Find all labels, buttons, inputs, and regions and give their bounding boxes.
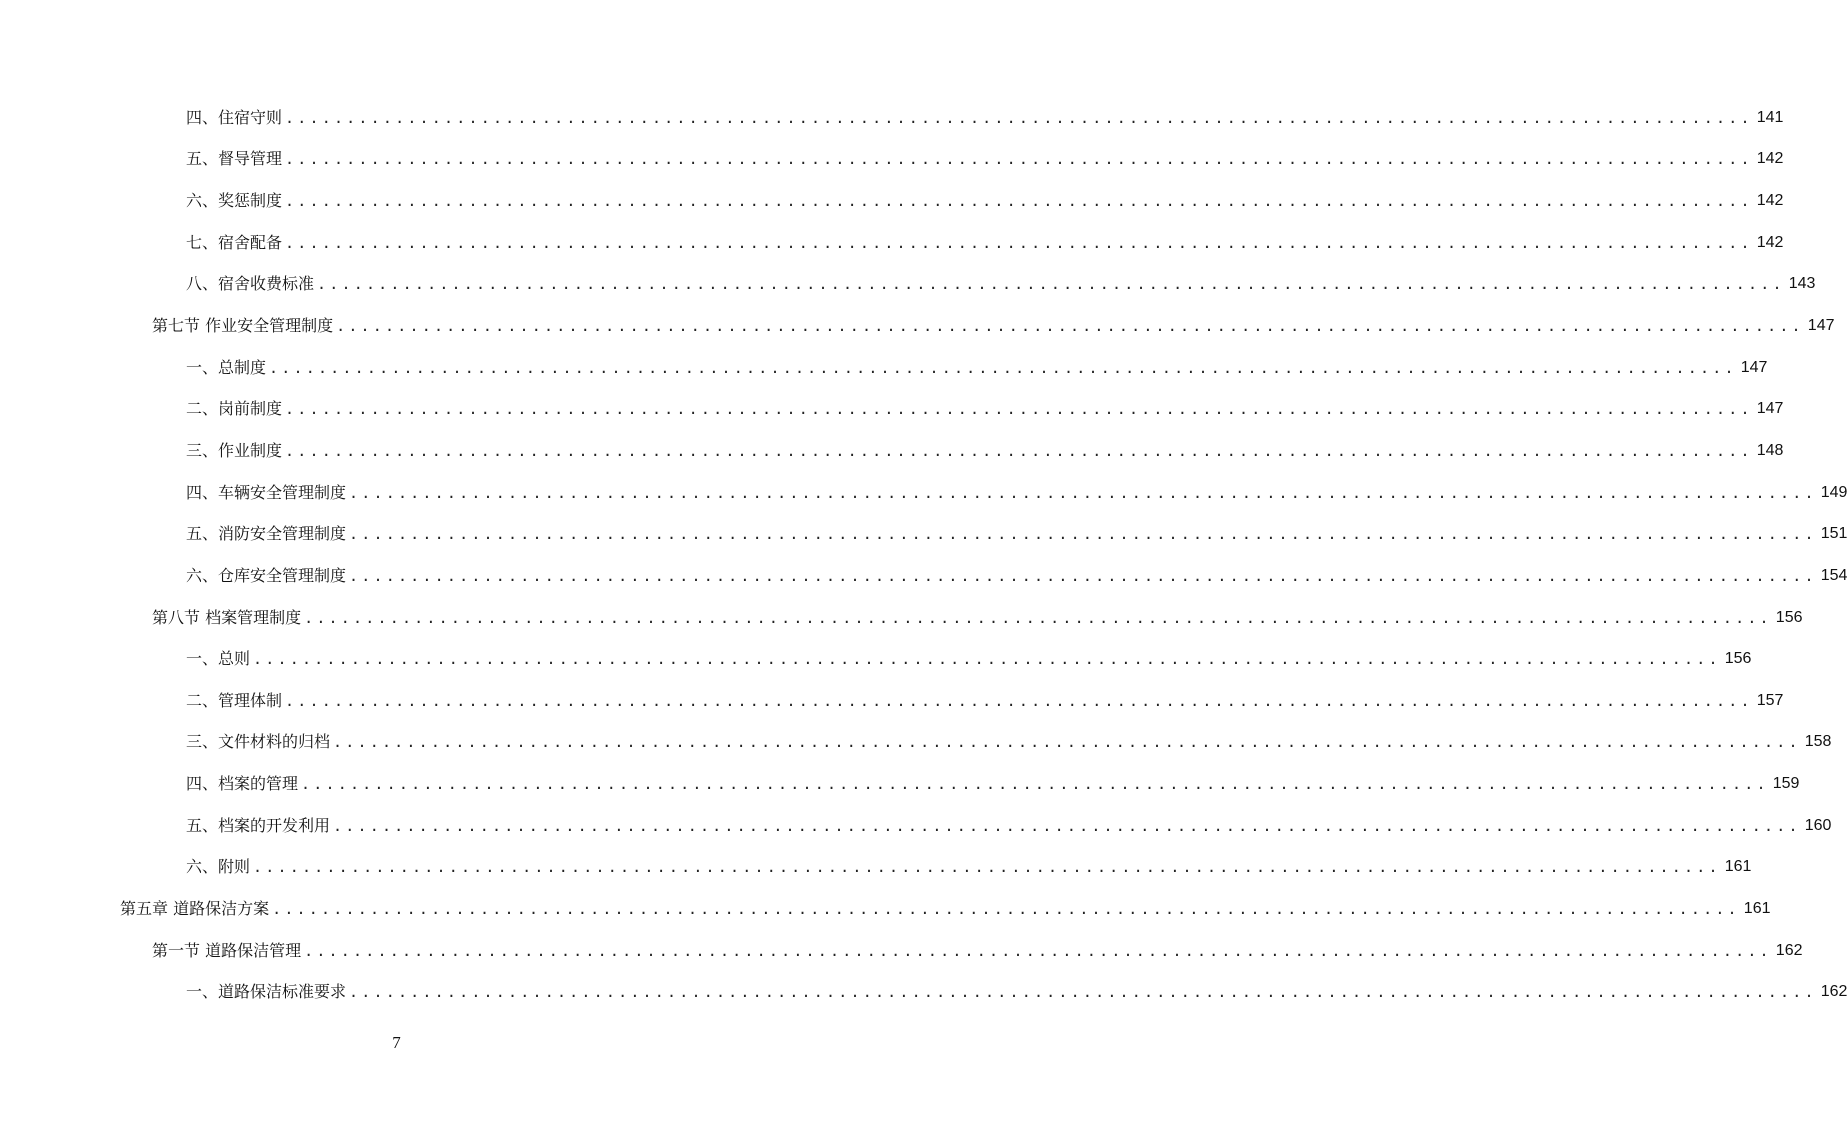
toc-entry[interactable] [0,222,1784,264]
toc-entry[interactable] [0,638,1752,680]
toc-entry-title: 第一节 道路保洁管理 [152,940,302,960]
dot-leader: ........................................................................................................................ [333,733,1801,752]
dot-leader: ........................................................................................................................ [285,150,1753,169]
dot-leader: ........................................................................................................................ [269,358,1737,377]
toc-entry-title: 一、总制度 [186,357,267,377]
toc-entry[interactable] [0,180,1784,222]
toc-entry-title: 三、作业制度 [186,440,283,460]
toc-entry[interactable] [0,680,1784,722]
toc-entry-page: 157 [1756,691,1784,709]
toc-entry-page: 147 [1740,358,1768,376]
dot-leader: ........................................................................................................................ [301,775,1769,794]
toc-entry-page: 142 [1756,233,1784,251]
toc-entry[interactable] [0,305,1835,347]
toc-entry-title: 三、文件材料的归档 [186,732,331,752]
toc-entry[interactable] [0,597,1803,639]
toc-entry[interactable] [0,888,1771,930]
toc-entry-title: 六、奖惩制度 [186,191,283,211]
dot-leader: ........................................................................................................................ [285,441,1753,460]
toc-entry-title: 五、督导管理 [186,149,283,169]
dot-leader: ........................................................................................................................ [304,941,1772,960]
dot-leader: ........................................................................................................................ [349,483,1817,502]
toc-entry[interactable] [0,388,1784,430]
toc-entry[interactable] [0,805,1832,847]
toc-entry-title: 二、岗前制度 [186,399,283,419]
toc-entry[interactable] [0,139,1784,181]
toc-entry-title: 四、住宿守则 [186,107,283,127]
toc-entry-page: 143 [1788,275,1816,293]
dot-leader: ........................................................................................................................ [317,275,1785,294]
toc-entry-page: 151 [1820,525,1847,543]
toc-entry-page: 148 [1756,441,1784,459]
dot-leader: ........................................................................................................................ [285,691,1753,710]
toc-entry-page: 149 [1820,483,1847,501]
dot-leader: ........................................................................................................................ [253,650,1721,669]
toc-entry-page: 159 [1772,775,1800,793]
dot-leader: ........................................................................................................................ [349,983,1817,1002]
toc-entry-title: 四、档案的管理 [186,774,299,794]
toc-entry-title: 一、道路保洁标准要求 [186,982,347,1002]
dot-leader: ........................................................................................................................ [336,317,1804,336]
dot-leader: ........................................................................................................................ [253,858,1721,877]
toc-entry[interactable] [0,555,1847,597]
dot-leader: ........................................................................................................................ [285,192,1753,211]
toc-entry-title: 第七节 作业安全管理制度 [152,316,334,336]
toc-entry-page: 161 [1743,899,1771,917]
toc-entry[interactable] [0,513,1847,555]
dot-leader: ........................................................................................................................ [349,566,1817,585]
toc-entry-page: 162 [1820,983,1847,1001]
toc-entry-page: 156 [1724,650,1752,668]
dot-leader: ........................................................................................................................ [285,233,1753,252]
toc-entry[interactable] [0,472,1847,514]
toc-entry-title: 七、宿舍配备 [186,232,283,252]
toc-entry[interactable] [0,430,1784,472]
dot-leader: ........................................................................................................................ [304,608,1772,627]
dot-leader: ........................................................................................................................ [285,400,1753,419]
toc-entry-title: 五、消防安全管理制度 [186,524,347,544]
dot-leader: ........................................................................................................................ [285,108,1753,127]
toc-entry[interactable] [0,722,1832,764]
toc-entry-page: 154 [1820,566,1847,584]
toc-entry-title: 第五章 道路保洁方案 [120,898,270,918]
toc-entry-title: 八、宿舍收费标准 [186,274,315,294]
toc-entry-title: 二、管理体制 [186,690,283,710]
toc-entry[interactable] [0,847,1752,889]
toc-entry-title: 六、仓库安全管理制度 [186,565,347,585]
toc-entry-page: 156 [1775,608,1803,626]
toc-entry-title: 六、附则 [186,857,251,877]
dot-leader: ........................................................................................................................ [349,525,1817,544]
toc-entry-page: 142 [1756,192,1784,210]
page-number: 7 [392,1033,401,1052]
toc-entry[interactable] [0,763,1800,805]
dot-leader: ........................................................................................................................ [272,899,1740,918]
dot-leader: ........................................................................................................................ [333,816,1801,835]
toc-entry-page: 141 [1756,108,1784,126]
toc-entry-page: 161 [1724,858,1752,876]
table-of-contents [0,97,1847,1013]
toc-entry[interactable] [0,930,1803,972]
toc-entry[interactable] [0,264,1816,306]
toc-entry-page: 160 [1804,816,1832,834]
toc-entry-page: 158 [1804,733,1832,751]
toc-entry[interactable] [0,97,1784,139]
toc-entry-title: 五、档案的开发利用 [186,815,331,835]
toc-entry[interactable] [0,347,1768,389]
toc-entry-page: 162 [1775,941,1803,959]
toc-entry[interactable] [0,971,1847,1013]
toc-entry-page: 142 [1756,150,1784,168]
toc-entry-title: 四、车辆安全管理制度 [186,482,347,502]
toc-entry-page: 147 [1807,317,1835,335]
toc-entry-title: 一、总则 [186,649,251,669]
toc-entry-title: 第八节 档案管理制度 [152,607,302,627]
toc-entry-page: 147 [1756,400,1784,418]
